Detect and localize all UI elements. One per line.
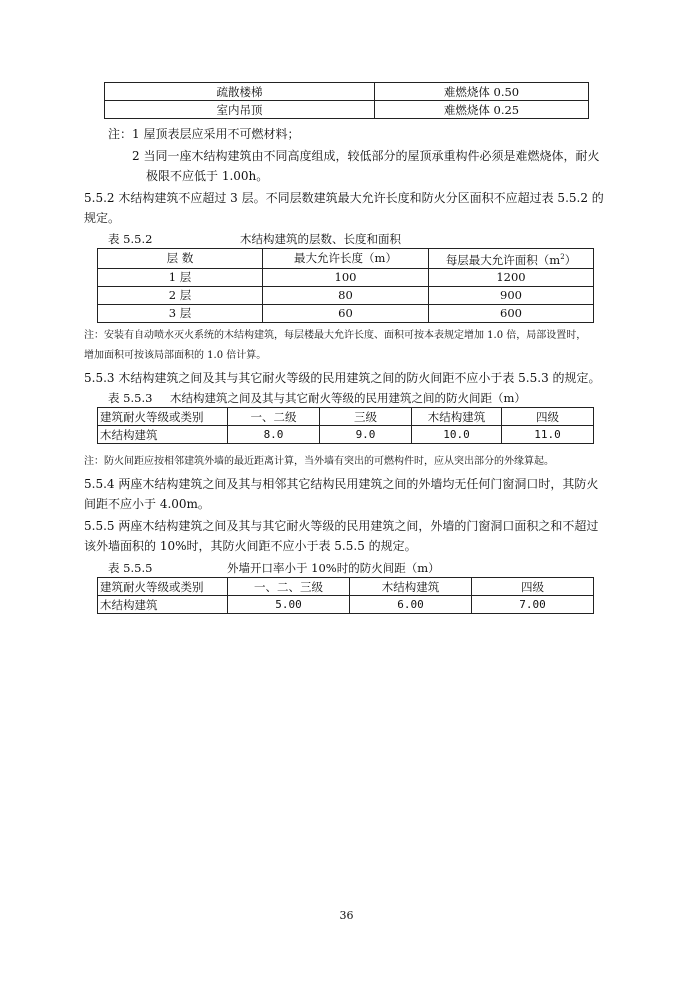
table-cell: 900 (429, 286, 594, 304)
table-number: 表 5.5.2 (108, 232, 153, 246)
table-row (105, 101, 589, 119)
clause-text: 间距不应小于 4.00m。 (84, 497, 210, 511)
header-cell: 建筑耐火等级或类别 (98, 578, 228, 596)
table-cell: 11.0 (502, 426, 594, 444)
clause-text: 规定。 (84, 211, 121, 225)
table-cell: 5.00 (228, 596, 350, 614)
clause-text: 5.5.2 木结构建筑不应超过 3 层。不同层数建筑最大允许长度和防火分区面积不应超过表 5.5.2 的 (84, 191, 604, 205)
table-cell: 难燃烧体 0.25 (375, 101, 589, 119)
header-cell: 木结构建筑 (412, 408, 502, 426)
top-table (104, 82, 589, 119)
superscript: 2 (560, 253, 565, 261)
table-row (98, 304, 594, 322)
table-cell: 80 (263, 286, 429, 304)
table-cell: 1200 (429, 268, 594, 286)
header-cell: 最大允许长度（m） (263, 249, 429, 269)
header-cell: 一、二级 (228, 408, 320, 426)
table-cell: 室内吊顶 (105, 101, 375, 119)
note-line: 2 当同一座木结构建筑由不同高度组成，较低部分的屋顶承重构件必须是难燃烧体，耐火 (132, 149, 600, 163)
table-cell: 木结构建筑 (98, 596, 228, 614)
table-cell: 难燃烧体 0.50 (375, 83, 589, 101)
clause-text: 该外墙面积的 10%时，其防火间距不应小于表 5.5.5 的规定。 (84, 539, 417, 553)
table-number: 表 5.5.3 (108, 391, 153, 405)
table-cell: 8.0 (228, 426, 320, 444)
header-cell-text: 每层最大允许面积（m (445, 252, 561, 267)
table-cell: 600 (429, 304, 594, 322)
table-cell: 疏散楼梯 (105, 83, 375, 101)
header-cell: 三级 (320, 408, 412, 426)
table-title: 木结构建筑的层数、长度和面积 (240, 232, 401, 246)
header-cell: 木结构建筑 (350, 578, 472, 596)
table-cell: 10.0 (412, 426, 502, 444)
table-row (105, 83, 589, 101)
table-cell: 6.00 (350, 596, 472, 614)
header-cell: 层 数 (98, 249, 263, 269)
note-line: 注：1 屋顶表层应采用不可燃材料； (108, 127, 300, 141)
table-cell: 60 (263, 304, 429, 322)
table-552 (97, 248, 594, 323)
table-title: 外墙开口率小于 10%时的防火间距（m） (227, 561, 440, 575)
table-row (98, 286, 594, 304)
table-cell: 3 层 (98, 304, 263, 322)
table-cell: 7.00 (472, 596, 594, 614)
header-cell (429, 249, 594, 269)
table-note: 增加面积可按该局部面积的 1.0 倍计算。 (84, 350, 267, 361)
table-title: 木结构建筑之间及其与其它耐火等级的民用建筑之间的防火间距（m） (170, 391, 526, 405)
table-header-row (98, 408, 594, 426)
header-cell: 四级 (502, 408, 594, 426)
header-cell-text: ） (564, 252, 577, 267)
table-cell: 2 层 (98, 286, 263, 304)
note-line: 极限不应低于 1.00h。 (146, 169, 269, 183)
table-cell: 1 层 (98, 268, 263, 286)
table-553 (97, 407, 594, 444)
table-note: 注：安装有自动喷水灭火系统的木结构建筑，每层楼最大允许长度、面积可按本表规定增加 1.0 倍，局部设置时， (84, 330, 587, 341)
table-number: 表 5.5.5 (108, 561, 153, 575)
clause-text: 5.5.4 两座木结构建筑之间及其与相邻其它结构民用建筑之间的外墙均无任何门窗洞口时，其防火 (84, 477, 599, 491)
table-note: 注：防火间距应按相邻建筑外墙的最近距离计算，当外墙有突出的可燃构件时，应从突出部分的外缘算起。 (84, 456, 554, 467)
table-header-row (98, 578, 594, 596)
table-row (98, 426, 594, 444)
header-cell: 四级 (472, 578, 594, 596)
table-row (98, 596, 594, 614)
clause-text: 5.5.5 两座木结构建筑之间及其与其它耐火等级的民用建筑之间，外墙的门窗洞口面积之和不超过 (84, 519, 599, 533)
table-cell: 9.0 (320, 426, 412, 444)
table-cell: 100 (263, 268, 429, 286)
table-header-row (98, 249, 594, 269)
table-555 (97, 577, 594, 614)
table-row (98, 268, 594, 286)
table-cell: 木结构建筑 (98, 426, 228, 444)
header-cell: 一、二、三级 (228, 578, 350, 596)
page-number: 36 (339, 909, 354, 922)
header-cell: 建筑耐火等级或类别 (98, 408, 228, 426)
clause-text: 5.5.3 木结构建筑之间及其与其它耐火等级的民用建筑之间的防火间距不应小于表 5.5.3 的规定。 (84, 371, 601, 385)
